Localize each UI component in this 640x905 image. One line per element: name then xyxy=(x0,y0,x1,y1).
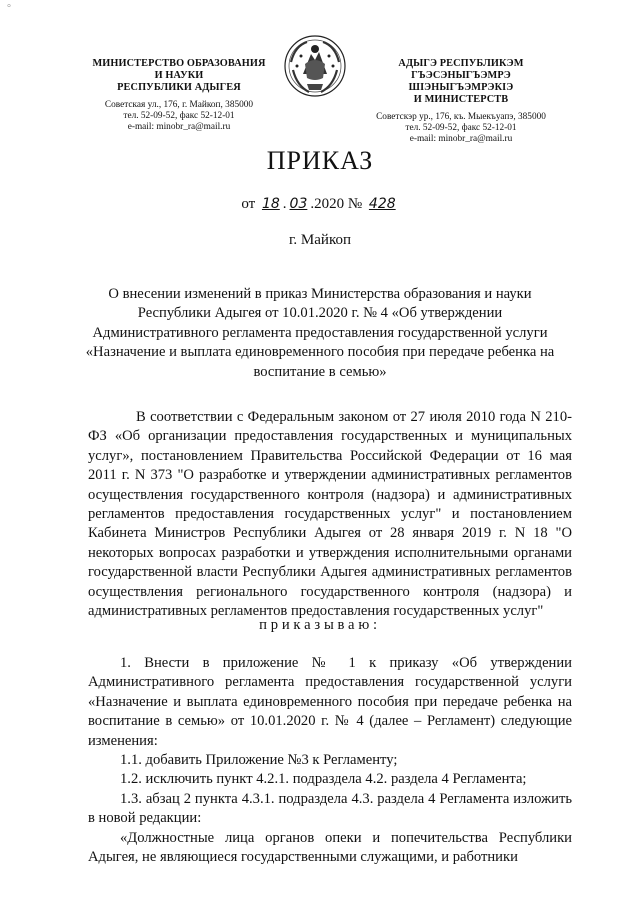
preamble xyxy=(88,408,572,621)
handwritten-month: 03 xyxy=(289,196,308,212)
document-title: ПРИКАЗ xyxy=(266,146,374,175)
order-subject: О внесении изменений в приказ Министерства образования и науки Республики Адыгея от 10.01.2020 г. № 4 «Об утверждении Административного регламента предоставления государственной услуги «Назначение и выплата единовременного пособия при передаче ребенка на воспитание в семью» xyxy=(85,286,555,380)
letterhead-left xyxy=(84,58,274,133)
item-1-3: 1.3. абзац 2 пункта 4.3.1. подраздела 4.3. раздела 4 Регламента изложить в новой редакции: xyxy=(88,790,572,827)
ministry-name-line: РЕСПУБЛИКИ АДЫГЕЯ xyxy=(117,82,241,93)
item-1: 1. Внести в приложение № 1 к приказу «Об утверждении Административного регламента предоставления государственной услуги «Назначение и выплата единовременного пособия при передаче ребенка на воспитание в семью» от 10.01.2020 г. № 4 (далее – Регламент) следующие изменения: xyxy=(88,655,572,749)
phone-line: тел. 52-09-52, факс 52-12-01 xyxy=(123,111,235,121)
order-items xyxy=(88,654,572,867)
date-prefix: от xyxy=(241,196,256,212)
ministry-name-line: И НАУКИ xyxy=(154,70,204,81)
order-word: приказываю: xyxy=(259,617,381,633)
email-line: e-mail: minobr_ra@mail.ru xyxy=(127,122,231,132)
ministry-name-line: МИНИСТЕРСТВО ОБРАЗОВАНИЯ xyxy=(92,58,266,69)
ministry-address-ady xyxy=(366,112,556,145)
number-sign: № xyxy=(347,196,363,212)
ministry-name-line: АДЫГЭ РЕСПУБЛИКЭМ xyxy=(398,58,524,69)
ministry-address-ru xyxy=(84,100,274,133)
ministry-name-line: ГЪЭСЭНЫГЪЭМРЭ ШIЭНЫГЪЭМРЭКIЭ xyxy=(408,70,514,93)
ministry-name-ru xyxy=(84,58,274,94)
ministry-name-line: И МИНИСТЕРСТВ xyxy=(413,94,509,105)
phone-line: тел. 52-09-52, факс 52-12-01 xyxy=(405,123,517,133)
letterhead-right xyxy=(366,58,556,145)
order-year: .2020 xyxy=(310,196,345,212)
order-date-number: от 18 . 03 .2020 № 428 xyxy=(0,196,640,213)
coat-of-arms-icon xyxy=(281,34,349,100)
item-1-2: 1.2. исключить пункт 4.2.1. подраздела 4.2. раздела 4 Регламента; xyxy=(120,771,527,788)
corner-mark: ° xyxy=(7,3,11,14)
ministry-name-ady xyxy=(366,58,556,106)
city-line: г. Майкоп xyxy=(288,232,352,248)
handwritten-day: 18 xyxy=(261,196,280,212)
item-quote: «Должностные лица органов опеки и попечительства Республики Адыгея, не являющиеся государственными служащими, и работники xyxy=(88,829,572,866)
handwritten-order-number: 428 xyxy=(368,196,396,212)
address-line: Советскэр ур., 176, къ. Мыекъуапэ, 385000 xyxy=(376,112,546,122)
letterhead xyxy=(0,34,640,144)
email-line: e-mail: minobr_ra@mail.ru xyxy=(409,134,513,144)
preamble-paragraph: В соответствии с Федеральным законом от 27 июля 2010 года N 210-ФЗ «Об организации предоставления государственных и муниципальных услуг», постановлением Правительства Российской Федерации от 16 мая 2011 г. N 373 "О разработке и утверждении административных регламентов осуществления государственного контроля (надзора) и административных регламентов предоставления государственных услуг" и постановлением Кабинета Министров Республики Адыгея от 28 января 2019 г. N 18 "О некоторых вопросах разработки и утверждения исполнительными органами государственной власти Республики Адыгея административных регламентов осуществления регионального государственного контроля (надзора) и административных регламентов предоставления государственных услуг" xyxy=(88,409,572,620)
address-line: Советская ул., 176, г. Майкоп, 385000 xyxy=(104,100,254,110)
item-1-1: 1.1. добавить Приложение №3 к Регламенту; xyxy=(120,752,398,769)
